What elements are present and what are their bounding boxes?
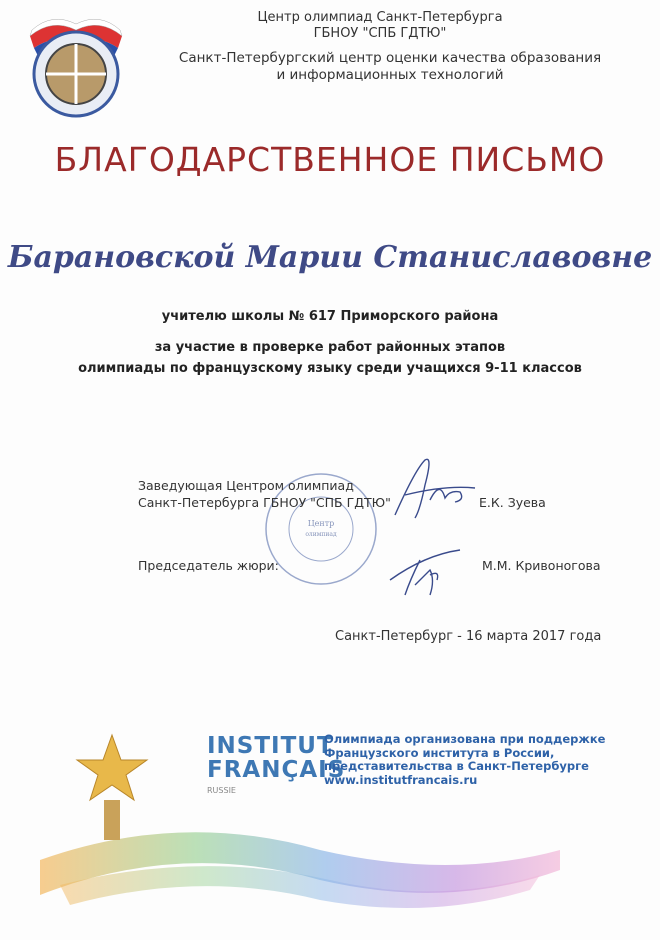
head-title <box>138 477 391 511</box>
support-note-line: представительства в Санкт-Петербурге <box>324 759 589 773</box>
organizer-line: Санкт-Петербургский центр оценки качества образования <box>178 50 602 66</box>
support-note-line: Олимпиада организована при поддержке <box>324 732 606 746</box>
place-date: Санкт-Петербург - 16 марта 2017 года <box>335 629 602 644</box>
olympiad-logo <box>22 8 130 120</box>
organizer-subheading <box>140 50 640 84</box>
reason-line: олимпиады по французскому языку среди учащихся 9-11 классов <box>78 361 582 376</box>
head-signature <box>385 450 495 525</box>
head-title-line: Заведующая Центром олимпиад <box>138 478 354 493</box>
recipient-name: Барановской Марии Станиславовне <box>7 240 653 275</box>
logo-line: INSTITUT <box>207 733 334 759</box>
logo-country: RUSSIE <box>207 786 236 795</box>
organizer-line: ГБНОУ "СПБ ГДТЮ" <box>313 26 447 41</box>
jury-name: М.М. Кривоногова <box>482 558 601 573</box>
svg-text:Центр: Центр <box>307 519 335 528</box>
recipient-position: учителю школы № 617 Приморского района <box>161 309 499 324</box>
jury-signature <box>385 545 465 600</box>
head-name: Е.К. Зуева <box>479 495 546 510</box>
document-title: БЛАГОДАРСТВЕННОЕ ПИСЬМО <box>54 140 606 179</box>
jury-title: Председатель жюри: <box>138 558 279 573</box>
head-title-line: Санкт-Петербурга ГБНОУ "СПБ ГДТЮ" <box>138 495 391 510</box>
support-note <box>324 733 605 787</box>
organizer-heading <box>180 10 580 42</box>
organizer-line: Центр олимпиад Санкт-Петербурга <box>257 10 503 25</box>
organizer-line: и информационных технологий <box>276 67 504 83</box>
reason-line: за участие в проверке работ районных этапов <box>154 340 506 355</box>
svg-text:олимпиад: олимпиад <box>305 531 337 538</box>
website-link: www.institutfrancais.ru <box>324 772 478 787</box>
support-note-line: Французского института в России, <box>324 745 555 760</box>
logo-line: FRANÇAIS <box>207 757 346 783</box>
